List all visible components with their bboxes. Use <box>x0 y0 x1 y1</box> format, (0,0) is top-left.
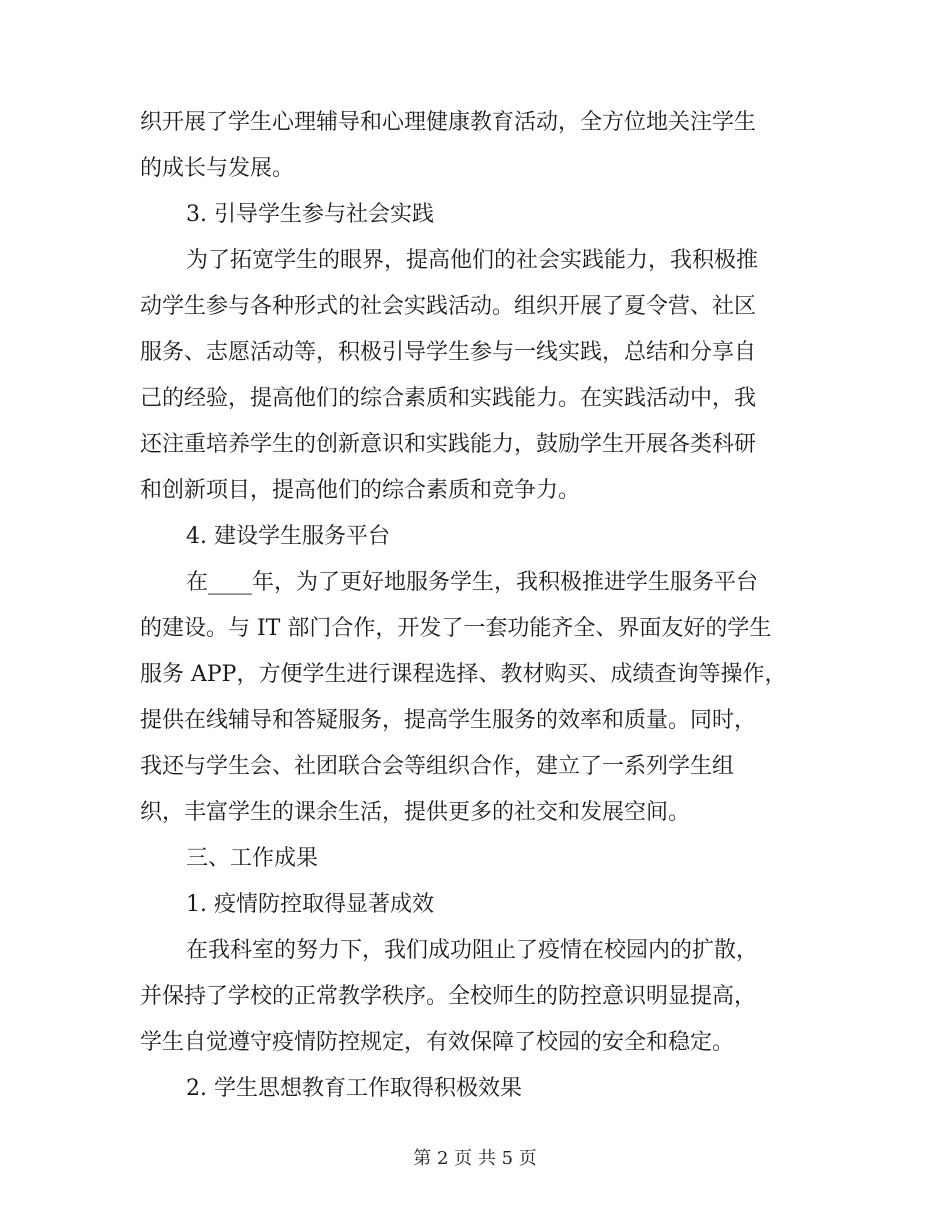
text-line-15: 我还与学生会、社团联合会等组织合作，建立了一系列学生组 <box>140 754 735 779</box>
text-line-20: 并保持了学校的正常教学秩序。全校师生的防控意识明显提高， <box>140 984 757 1009</box>
document-body <box>140 100 815 1112</box>
text-line-2: 的成长与发展。 <box>140 156 295 181</box>
text-line-7: 己的经验，提高他们的综合素质和实践能力。在实践活动中，我 <box>140 386 757 411</box>
chapter-heading-results: 三、工作成果 <box>186 846 319 871</box>
text-line-19: 在我科室的努力下，我们成功阻止了疫情在校园内的扩散， <box>186 938 759 963</box>
text-line-21: 学生自觉遵守疫情防控规定，有效保障了校园的安全和稳定。 <box>140 1030 735 1055</box>
text-line-4: 为了拓宽学生的眼界，提高他们的社会实践能力，我积极推 <box>186 248 759 273</box>
text-line-9: 和创新项目，提高他们的综合素质和竞争力。 <box>140 478 581 503</box>
section-heading-results-2: 2. 学生思想教育工作取得积极效果 <box>186 1076 522 1101</box>
text-line-8: 还注重培养学生的创新意识和实践能力，鼓励学生开展各类科研 <box>140 432 757 457</box>
text-line-12: 的建设。与 IT 部门合作，开发了一套功能齐全、界面友好的学生 <box>140 616 772 641</box>
section-heading-3: 3. 引导学生参与社会实践 <box>186 202 434 227</box>
section-heading-results-1: 1. 疫情防控取得显著成效 <box>186 892 434 917</box>
text-line-1: 织开展了学生心理辅导和心理健康教育活动，全方位地关注学生 <box>140 110 757 135</box>
page-number-footer: 第 2 页 共 5 页 <box>413 1148 537 1169</box>
text-line-16: 织，丰富学生的课余生活，提供更多的社交和发展空间。 <box>140 800 691 825</box>
text-line-13: 服务 APP，方便学生进行课程选择、教材购买、成绩查询等操作， <box>140 662 787 687</box>
text-line-5: 动学生参与各种形式的社会实践活动。组织开展了夏令营、社区 <box>140 294 757 319</box>
text-line-6: 服务、志愿活动等，积极引导学生参与一线实践，总结和分享自 <box>140 340 757 365</box>
section-heading-4: 4. 建设学生服务平台 <box>186 524 390 549</box>
text-line-11: 在____年，为了更好地服务学生，我积极推进学生服务平台 <box>186 570 759 595</box>
text-line-14: 提供在线辅导和答疑服务，提高学生服务的效率和质量。同时， <box>140 708 757 733</box>
